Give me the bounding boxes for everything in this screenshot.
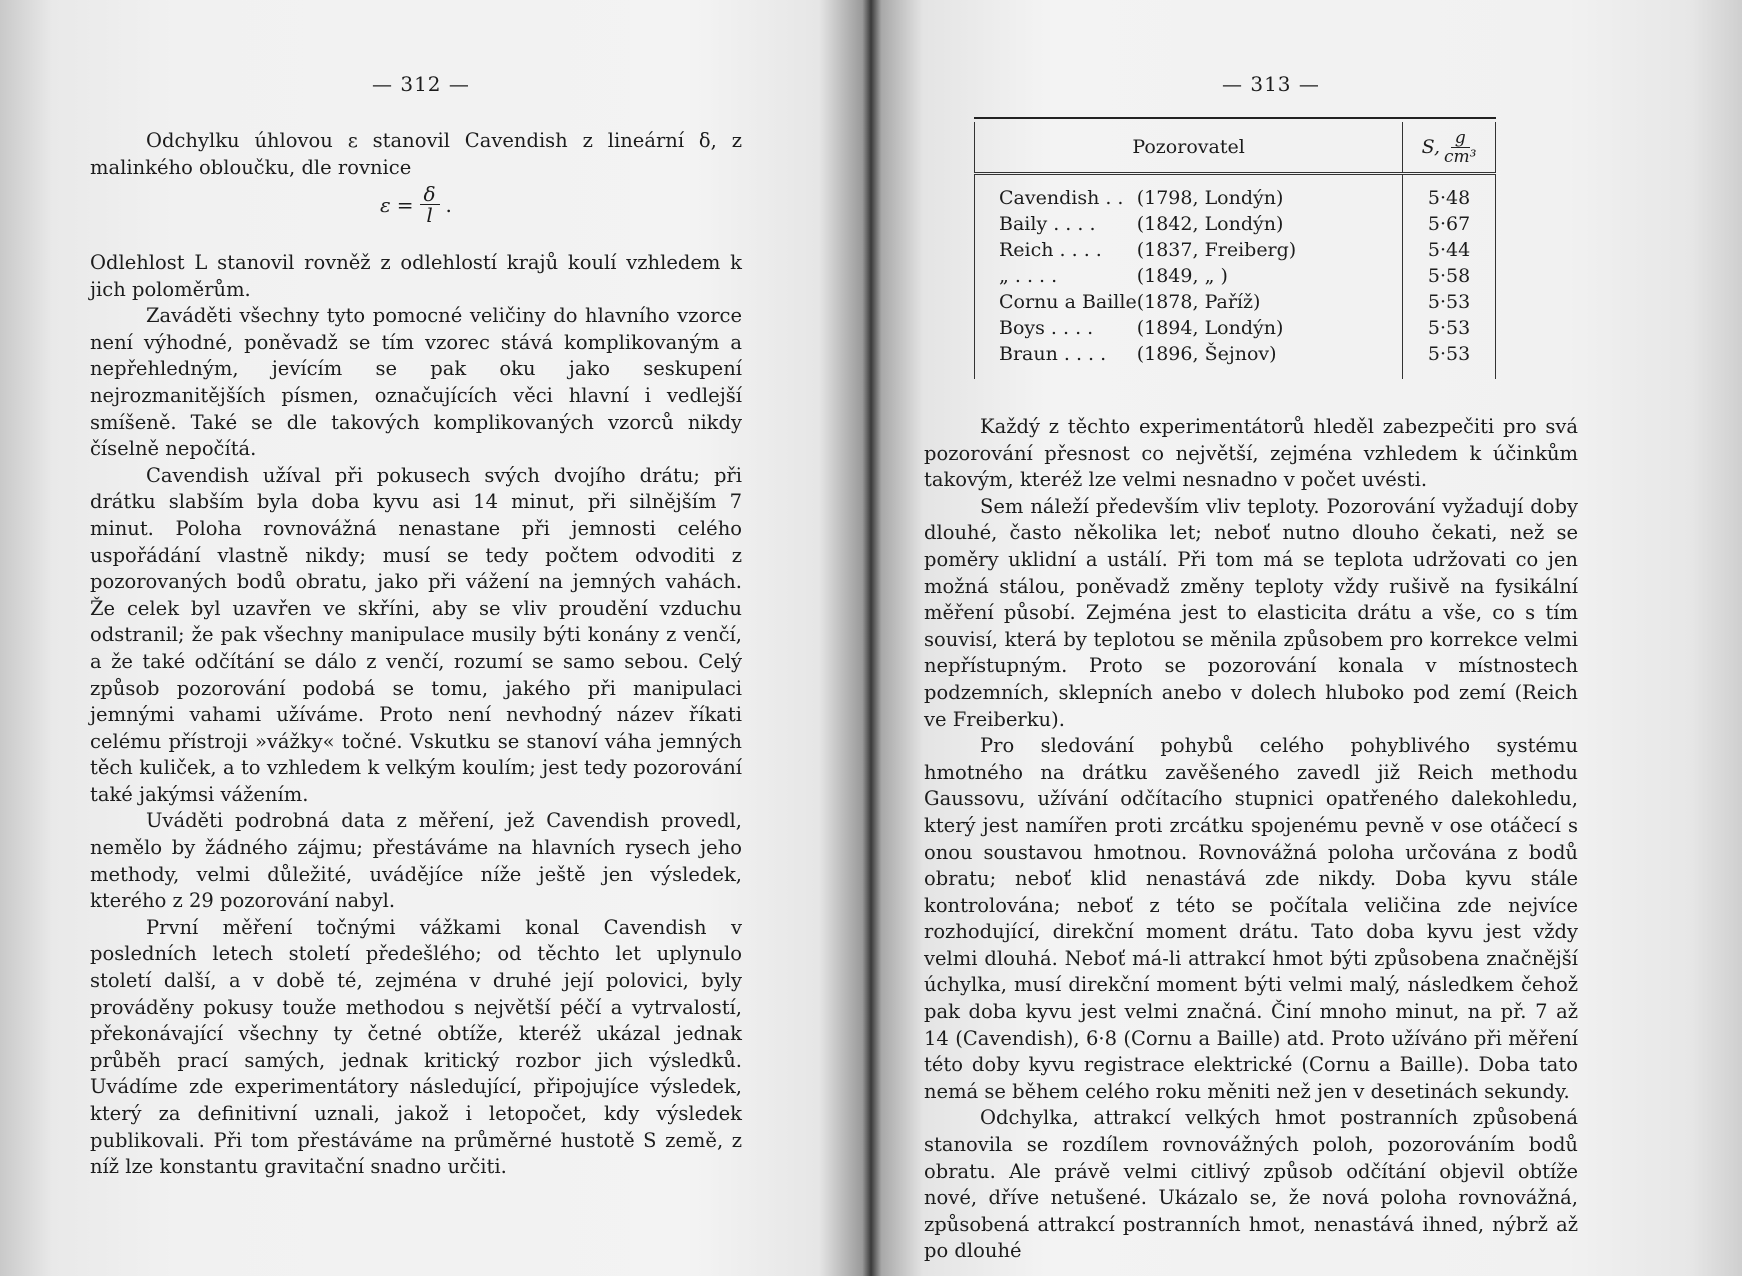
- paragraph: První měření točnými vážkami konal Cavendish v posledních letech století předešlého; od těchto let uplynulo století další, a v době té, zejména v druhé její polovici, byly prováděny pokusy touže methodou s největší péčí a vytrvalostí, překonávající všechny ty četné obtíže, kteréž ukázal jednak průběh prací samých, jednak kritický rozbor jich výsledků. Uvádíme zde experimentátory následující, připojujíce výsledek, který za definitivní uznali, jakož i letopočet, kdy výsledek publikovali. Při tom přestáváme na průměrné hustotě S země, z níž lze konstantu gravitační snadno určiti.: [90, 915, 742, 1179]
- observer-year-place: (1878, Paříž): [1137, 289, 1403, 315]
- formula-fraction: [420, 184, 440, 225]
- intro-text: Odchylku úhlovou ε stanovil Cavendish z lineární δ, z malinkého obloučku, dle rovnice: [90, 129, 742, 179]
- formula-denominator: l: [426, 203, 433, 227]
- unit-numerator: g: [1451, 129, 1470, 148]
- density-symbol: S,: [1421, 136, 1441, 158]
- density-value: 5·58: [1403, 263, 1496, 289]
- observer-year-place: (1837, Freiberg): [1137, 237, 1403, 263]
- observer-year-place: (1849, „ ): [1137, 263, 1403, 289]
- table-row: [975, 315, 1496, 341]
- table-row: [975, 174, 1496, 212]
- table-header-row: [975, 122, 1496, 174]
- header-observer: Pozorovatel: [975, 122, 1403, 174]
- paragraph: Odlehlost L stanovil rovněž z odlehlostí krajů koulí vzhledem k jich poloměrům.: [90, 251, 742, 301]
- observer-name: Braun . . . .: [975, 341, 1137, 379]
- unit-denominator: cm³: [1444, 146, 1477, 167]
- observer-name: „ . . . .: [975, 263, 1137, 289]
- observer-name: Reich . . . .: [975, 237, 1137, 263]
- observer-name: Cornu a Baille: [975, 289, 1137, 315]
- density-value: 5·67: [1403, 211, 1496, 237]
- table-row: [975, 263, 1496, 289]
- left-page: [0, 0, 840, 1276]
- table-top-rule: [974, 117, 1496, 119]
- observer-name: Cavendish . .: [975, 174, 1137, 212]
- observer-name: Boys . . . .: [975, 315, 1137, 341]
- density-table: [974, 117, 1496, 379]
- unit-fraction: [1444, 129, 1476, 166]
- table-row: [975, 341, 1496, 379]
- page-number-312: — 312 —: [372, 72, 470, 96]
- paragraph: Sem náleží především vliv teploty. Pozorování vyžadují doby dlouhé, často několika let; neboť nutno dlouho čekati, než se poměry uklidní a ustálí. Při tom má se teplota udržovati co jen možná stálou, poněvadž změny teploty vždy rušivě na fysikální měření působí. Zejména jest to elasticita drátu a vše, co s tím souvisí, která by teplotou se měnila způsobem pro korrekce velmi nepřístupným. Proto se pozorování konala v místnostech podzemních, sklepních anebo v dolech hluboko pod zemí (Reich ve Freiberku).: [924, 494, 1578, 731]
- formula-epsilon: [380, 184, 452, 225]
- observer-year-place: (1894, Londýn): [1137, 315, 1403, 341]
- observer-year-place: (1842, Londýn): [1137, 211, 1403, 237]
- page-number-313: — 313 —: [1222, 72, 1320, 96]
- observer-year-place: (1896, Šejnov): [1137, 341, 1403, 379]
- paragraph: Uváděti podrobná data z měření, jež Cavendish provedl, nemělo by žádného zájmu; přestáváme na hlavních rysech jeho methody, velmi důležité, uvádějíce níže ještě jen výsledek, kterého z 29 pozorování nabyl.: [90, 809, 742, 913]
- observer-year-place: (1798, Londýn): [1137, 174, 1403, 212]
- formula-eq: =: [396, 192, 414, 217]
- paragraph: Každý z těchto experimentátorů hleděl zabezpečiti pro svá pozorování přesnost co největší, zejména vzhledem k účinkům takovým, kteréž lze velmi nesnadno v počet uvésti.: [924, 415, 1578, 492]
- formula-lhs: ε: [380, 192, 391, 217]
- density-value: 5·44: [1403, 237, 1496, 263]
- density-value: 5·48: [1403, 174, 1496, 212]
- density-unit: [1422, 129, 1477, 166]
- header-density: [1403, 122, 1496, 174]
- paragraph: Zaváděti všechny tyto pomocné veličiny do hlavního vzorce není výhodné, poněvadž se tím vzorec stává komplikovaným a nepřehledným, jevícím se pak oku jako seskupení nejrozmanitějších písmen, označujících věci hlavní i vedlejší smíšeně. Také se dle takových komplikovaných vzorců nikdy číselně nepočítá.: [90, 304, 742, 461]
- paragraph: Cavendish užíval při pokusech svých dvojího drátu; při drátku slabším byla doba kyvu asi 14 minut, při silnějším 7 minut. Poloha rovnovážná nenastane při jemnosti celého uspořádání vlastně nikdy; musí se tedy počtem odvoditi z pozorovaných bodů obratu, jako při vážení na jemných vahách. Že celek byl uzavřen ve skříni, aby se vliv proudění vzduchu odstranil; že pak všechny manipulace musily býti konány z venčí, a že také odčítání se dálo z venčí, rozumí se samo sebou. Celý způsob pozorování podobá se tomu, jakého při manipulaci jemnými vahami užíváme. Proto není nevhodný název říkati celému přístroji »vážky« točné. Vskutku se stanoví váha jemných těch kuliček, a to vzhledem k velkým koulím; jest tedy pozorování také jakýmsi vážením.: [90, 463, 742, 806]
- table-row: [975, 211, 1496, 237]
- paragraph: Odchylka, attrakcí velkých hmot postranních způsobená stanovila se rozdílem rovnovážných poloh, pozorováním bodů obratu. Ale právě velmi citlivý způsob odčítání objevil obtíže nové, dříve netušené. Ukázalo se, že nová poloha rovnovážná, způsobená attrakcí postranních hmot, nenastává ihned, nýbrž až po dlouhé: [924, 1106, 1578, 1263]
- formula-end: .: [445, 192, 452, 217]
- formula-numerator: δ: [420, 184, 440, 205]
- density-value: 5·53: [1403, 341, 1496, 379]
- paragraph: Pro sledování pohybů celého pohyblivého systému hmotného na drátku zavěšeného zavedl již Reich methodu Gaussovu, užívání odčítacího stupnici opatřeného dalekohledu, který jest namířen proti zrcátku spojenému pevně v ose otáčecí s onou soustavou hmotnou. Rovnovážná poloha určována z bodů obratu; neboť klid nenastává zde nikdy. Doba kyvu stále kontrolována; neboť z této se počítala veličina zde nejvíce rozhodující, direkční moment drátu. Tato doba kyvu jest vždy velmi dlouhá. Neboť má-li attrakcí hmot býti způsobena značnější úchylka, musí direkční moment býti velmi malý, následkem čehož pak doba kyvu jest velmi značná. Činí mnoho minut, na př. 7 až 14 (Cavendish), 6·8 (Cornu a Baille) atd. Proto užíváno při měření této doby kyvu registrace elektrické (Cornu a Baille). Doba tato nemá se během celého roku měniti než jen v desetinách sekundy.: [924, 734, 1578, 1103]
- right-body-text: [924, 414, 1578, 1265]
- intro-paragraph: [90, 128, 742, 181]
- table-row: [975, 237, 1496, 263]
- density-value: 5·53: [1403, 315, 1496, 341]
- table-row: [975, 289, 1496, 315]
- right-page: [850, 0, 1742, 1276]
- observer-name: Baily . . . .: [975, 211, 1137, 237]
- results-table: [974, 122, 1496, 379]
- density-value: 5·53: [1403, 289, 1496, 315]
- left-body-text: [90, 250, 742, 1181]
